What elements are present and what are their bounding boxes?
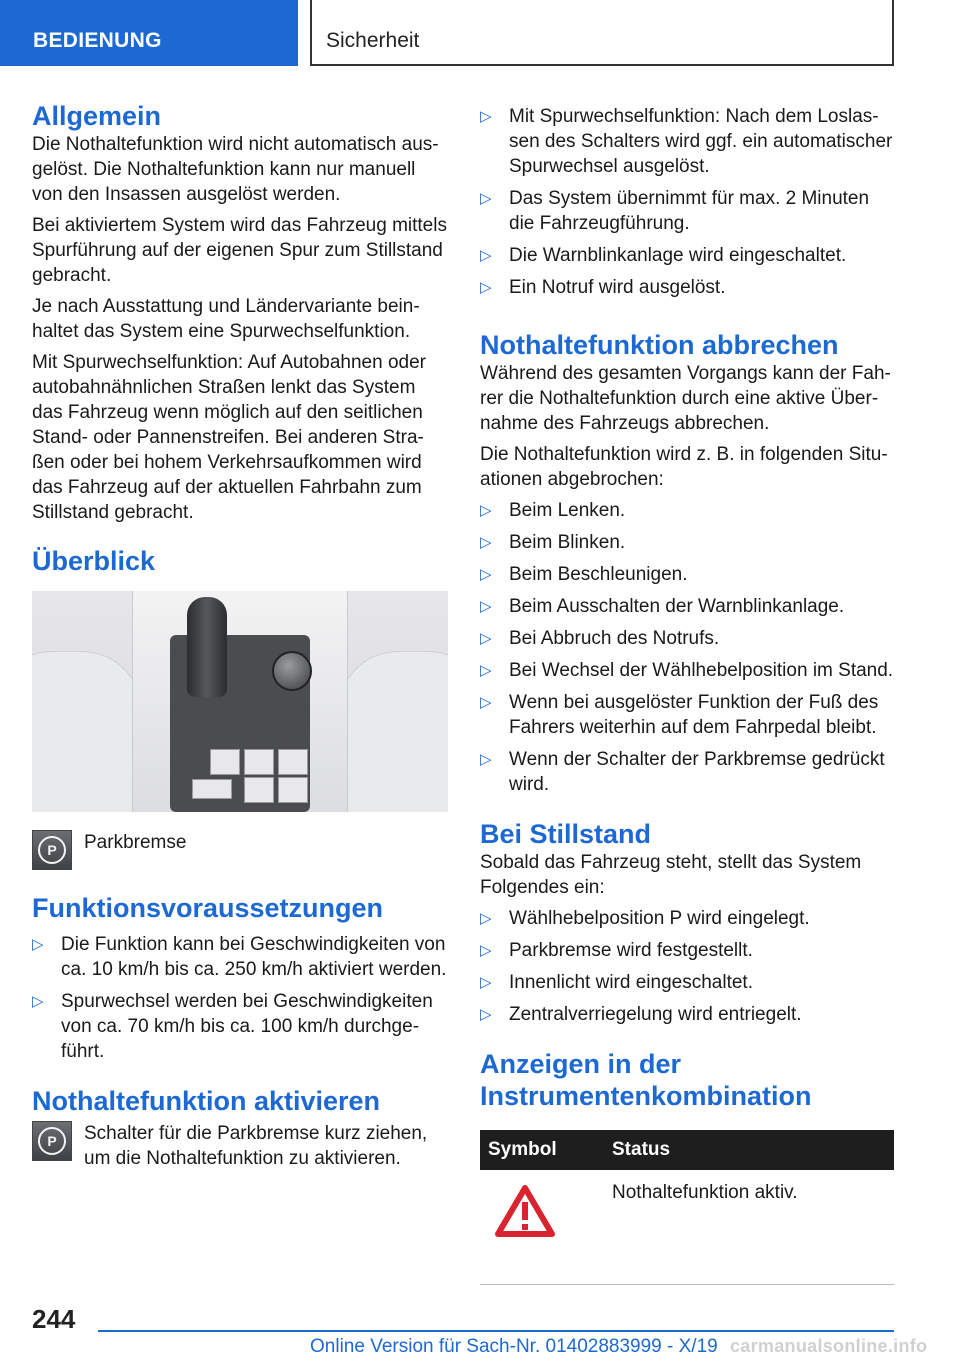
list-item [480,747,896,797]
heading-abbrechen: Nothaltefunktion abbrechen [480,330,839,360]
list-item-text: Beim Blinken. [509,532,626,553]
list-item-text: Wenn der Schalter der Parkbremse gedrückt wird. [509,749,885,795]
list-item-text: Parkbremse wird festgestellt. [509,940,753,961]
heading-ueberblick: Überblick [32,546,156,576]
list-item [480,626,896,651]
list-item-text: Die Warnblinkanlage wird eingeschaltet. [509,245,847,266]
triangle-bullet-icon: ▷ [480,598,492,615]
symbol-table [480,1130,894,1285]
triangle-bullet-icon: ▷ [480,502,492,519]
ablauf-list [480,104,896,300]
triangle-bullet-icon: ▷ [480,190,492,207]
list-item [480,594,896,619]
list-item-text: Zentralverriegelung wird entriegelt. [509,1004,802,1025]
parking-brake-icon: P [32,830,72,870]
list-item-text: Beim Lenken. [509,500,626,521]
heading-aktivieren: Nothaltefunktion aktivieren [32,1086,381,1116]
triangle-bullet-icon: ▷ [480,1006,492,1023]
section-tab [0,0,298,66]
list-item-text: Spurwechsel werden bei Geschwindigkeiten von ca. 70 km/h bis ca. 100 km/h durchgeführt. [61,991,433,1062]
heading-allgemein: Allgemein [32,101,162,131]
list-item-text: Beim Beschleunigen. [509,564,688,585]
table-cell-symbol [480,1170,604,1284]
list-item [480,530,896,555]
list-item-text: Wählhebelposition P wird eingelegt. [509,908,810,929]
paragraph: Sobald das Fahrzeug steht, stellt das System Folgendes ein: [480,852,862,898]
triangle-bullet-icon: ▷ [480,942,492,959]
list-item-text: Das System übernimmt für max. 2 Minuten die Fahrzeugführung. [509,188,870,234]
list-item [32,932,450,982]
chapter-tab [310,0,894,66]
list-item-text: Wenn bei ausgelöster Funktion der Fuß des Fahrers weiterhin auf dem Fahrpedal bleibt. [509,692,879,738]
table-cell-status: Nothaltefunktion aktiv. [604,1170,894,1284]
parking-brake-icon: P [32,1121,72,1161]
triangle-bullet-icon: ▷ [480,694,492,711]
triangle-bullet-icon: ▷ [480,910,492,927]
list-item-text: Beim Ausschalten der Warnblinkanlage. [509,596,845,617]
triangle-bullet-icon: ▷ [480,566,492,583]
list-item-text: Innenlicht wird eingeschaltet. [509,972,753,993]
gear-selector-lever [187,597,227,697]
aktivieren-text: Schalter für die Parkbremse kurz ziehen, um die Nothaltefunktion zu aktivieren. [84,1123,428,1169]
list-item [480,1002,896,1027]
triangle-bullet-icon: ▷ [480,751,492,768]
list-item [480,243,896,268]
stillstand-list [480,906,896,1027]
list-item [480,498,896,523]
triangle-bullet-icon: ▷ [480,534,492,551]
triangle-bullet-icon: ▷ [480,630,492,647]
list-item [480,938,896,963]
list-item [480,906,896,931]
list-item [480,562,896,587]
list-item-text: Mit Spurwechselfunktion: Nach dem Loslassen des Schalters wird ggf. ein automatischer Spurwechsel ausgelöst. [509,106,893,177]
heading-stillstand: Bei Stillstand [480,819,652,849]
list-item [480,658,896,683]
voraussetzungen-list [32,932,450,1064]
list-item [480,186,896,236]
list-item-text: Bei Abbruch des Notrufs. [509,628,720,649]
paragraph: Mit Spurwechselfunktion: Auf Autobahnen oder autobahnähnlichen Straßen lenkt das System das Fahrzeug wenn möglich auf den seitlichen Stand- oder Pannenstreifen. Bei anderen Straßen oder bei hohem Verkehrsaufkommen wird das Fahrzeug auf der aktuellen Fahrbahn zum Stillstand gebracht. [32,352,426,523]
abbruch-list [480,498,896,797]
table-header-symbol: Symbol [480,1130,604,1170]
watermark: carmanualsonline.info [730,1336,928,1356]
table-row [480,1170,894,1284]
parkbremse-label: Parkbremse [84,832,187,853]
chapter-title: Sicherheit [326,29,420,52]
list-item [32,989,450,1064]
section-title: BEDIENUNG [33,29,162,52]
heading-funktionsvoraussetzungen: Funktionsvoraussetzungen [32,893,384,923]
paragraph: Während des gesamten Vorgangs kann der Fahrer die Nothaltefunktion durch eine aktive Übernahme des Fahrzeugs abbrechen. [480,363,891,434]
list-item-text: Ein Notruf wird ausgelöst. [509,277,726,298]
paragraph: Die Nothaltefunktion wird z. B. in folgenden Situationen abgebrochen: [480,444,888,490]
list-item [480,690,896,740]
list-item-text: Die Funktion kann bei Geschwindigkeiten von ca. 10 km/h bis ca. 250 km/h aktiviert werden. [61,934,447,980]
paragraph: Die Nothaltefunktion wird nicht automatisch ausgelöst. Die Nothaltefunktion kann nur manuell von den Insassen ausgelöst werden. [32,134,439,205]
footer-online-version: Online Version für Sach-Nr. 01402883999 - X/19 [310,1336,718,1357]
paragraph: Bei aktiviertem System wird das Fahrzeug mittels Spurführung auf der eigenen Spur zum Stillstand gebracht. [32,215,447,286]
triangle-bullet-icon: ▷ [480,108,492,125]
heading-anzeigen: Anzeigen in der Instrumentenkombination [480,1049,812,1111]
right-column [480,104,896,1285]
triangle-bullet-icon: ▷ [480,247,492,264]
triangle-bullet-icon: ▷ [480,974,492,991]
triangle-bullet-icon: ▷ [32,993,44,1010]
parkbremse-legend [32,830,450,870]
idrive-controller-knob [272,651,312,691]
center-console-photo [32,591,448,812]
paragraph: Je nach Ausstattung und Ländervariante beinhaltet das System eine Spurwechselfunktion. [32,296,420,342]
list-item [480,104,896,179]
list-item [480,275,896,300]
aktivieren-row [32,1121,450,1171]
left-column [32,100,450,1171]
list-item [480,970,896,995]
triangle-bullet-icon: ▷ [480,662,492,679]
table-header-status: Status [604,1130,894,1170]
triangle-bullet-icon: ▷ [32,936,44,953]
triangle-bullet-icon: ▷ [480,279,492,296]
list-item-text: Bei Wechsel der Wählhebelposition im Stand. [509,660,894,681]
footer-divider [98,1330,894,1332]
page-number: 244 [32,1304,76,1334]
warning-triangle-icon [494,1184,556,1238]
